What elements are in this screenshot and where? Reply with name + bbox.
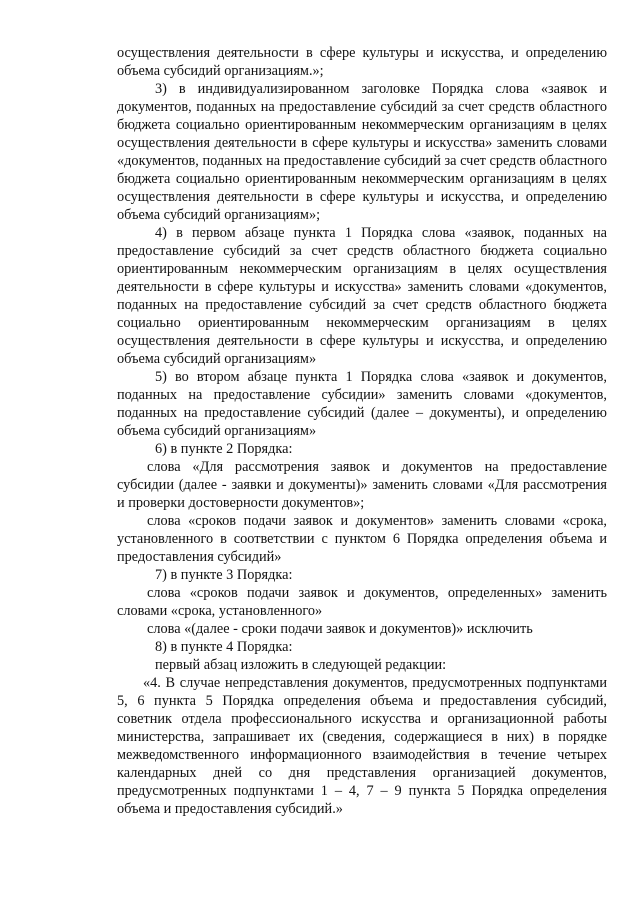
paragraph-item-6-words-2: слова «сроков подачи заявок и документов» заменить словами «срока, установленного в соответствии с пунктом 6 Порядка определения объема и предоставления субсидий» bbox=[117, 513, 607, 565]
paragraph-item-7-words-1: слова «сроков подачи заявок и документов, определенных» заменить словами «срока, установленного» bbox=[117, 585, 607, 619]
paragraph-item-8: 8) в пункте 4 Порядка: bbox=[155, 639, 293, 655]
paragraph-item-7: 7) в пункте 3 Порядка: bbox=[155, 567, 293, 583]
paragraph-item-5: 5) во втором абзаце пункта 1 Порядка слова «заявок и документов, поданных на предоставление субсидии» заменить словами «документов, поданных на предоставление субсидий (далее – документы), и определению объема субсидий организациям» bbox=[117, 369, 607, 439]
paragraph-item-6-words-1: слова «Для рассмотрения заявок и документов на предоставление субсидии (далее - заявки и документы)» заменить словами «Для рассмотрения и проверки достоверности документов»; bbox=[117, 459, 607, 511]
paragraph-item-3: 3) в индивидуализированном заголовке Порядка слова «заявок и документов, поданных на предоставление субсидий за счет средств областного бюджета социально ориентированным некоммерческим организациям в целях осуществления деятельности в сфере культуры и искусства» заменить словами «документов, поданных на предоставление субсидий за счет средств областного бюджета социально ориентированным некоммерческим организациям в целях осуществления деятельности в сфере культуры и искусства, и определению объема субсидий организациям»; bbox=[117, 81, 607, 223]
paragraph-item-4: 4) в первом абзаце пункта 1 Порядка слова «заявок, поданных на предоставление субсидий за счет средств областного бюджета социально ориентированным некоммерческим организациям в целях осуществления деятельности в сфере культуры и искусства» заменить словами «документов, поданных на предоставление субсидий за счет средств областного бюджета социально ориентированным некоммерческим организациям в целях осуществления деятельности в сфере культуры и искусства, и определению объема субсидий организациям» bbox=[117, 225, 607, 367]
paragraph-item-8-intro: первый абзац изложить в следующей редакции: bbox=[155, 657, 447, 673]
paragraph-new-wording: «4. В случае непредставления документов, предусмотренных подпунктами 5, 6 пункта 5 Порядка определения объема и предоставления субсидий, советник отдела профессионального искусства и организационной работы министерства, запрашивает их (сведения, содержащиеся в них) в порядке межведомственного информационного взаимодействия в течение четырех календарных дней со дня представления организацией документов, предусмотренных подпунктами 1 – 4, 7 – 9 пункта 5 Порядка определения объема и предоставления субсидий.» bbox=[117, 675, 607, 817]
paragraph-item-7-words-2: слова «(далее - сроки подачи заявок и документов)» исключить bbox=[147, 621, 533, 637]
paragraph-item-6: 6) в пункте 2 Порядка: bbox=[155, 441, 293, 457]
document-body bbox=[117, 44, 607, 818]
paragraph-continuation: осуществления деятельности в сфере культуры и искусства, и определению объема субсидий организациям.»; bbox=[117, 45, 607, 79]
